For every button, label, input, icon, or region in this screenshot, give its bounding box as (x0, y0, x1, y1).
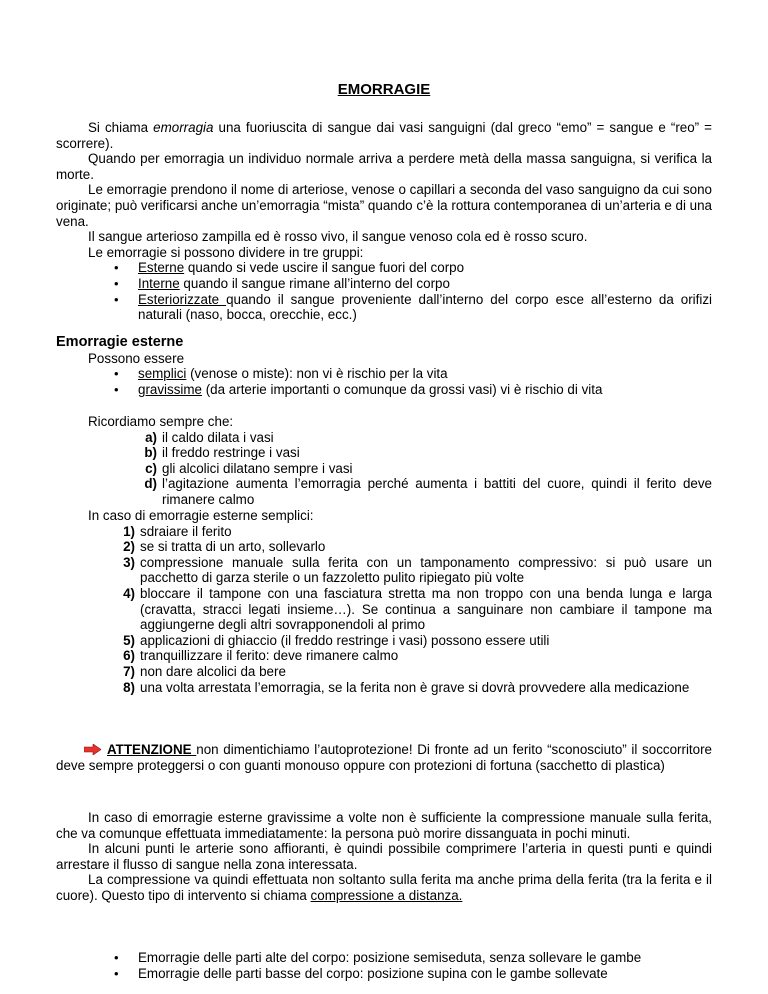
page-title: EMORRAGIE (337, 81, 431, 98)
gravissime-section (56, 810, 712, 904)
list-item: • Emorragie delle parti alte del corpo: posizione semiseduta, senza sollevare le gambe (112, 950, 712, 966)
list-item: c) gli alcolici dilatano sempre i vasi (145, 460, 353, 476)
list-item: a) il caldo dilata i vasi (145, 429, 274, 445)
list-item: d) l’agitazione aumenta l’emorragia perché aumenta i battiti del cuore, quindi il ferito deve rimanere calmo (144, 476, 712, 507)
list-item: • gravissime (da arterie importanti o comunque da grossi vasi) vi è rischio di vita (112, 382, 712, 398)
groups-list (112, 260, 712, 322)
intro-paragraph-5: Le emorragie si possono dividere in tre gruppi: (88, 244, 364, 260)
intro-paragraph-2: Quando per emorragia un individuo normale arriva a perdere metà della massa sanguigna, si verifica la morte. (56, 151, 712, 182)
types-list (112, 366, 712, 397)
esterne-section (56, 335, 712, 397)
attention-note (56, 742, 712, 773)
remember-list (142, 430, 712, 508)
section-lead: Possono essere (88, 350, 185, 366)
positions-section (112, 950, 712, 981)
list-item: 1) sdraiare il ferito (123, 523, 232, 539)
list-item: • Interne quando il sangue rimane all’interno del corpo (112, 276, 712, 292)
section-heading: Emorragie esterne (56, 334, 184, 350)
list-item: 4) bloccare il tampone con una fasciatura stretta ma non troppo con una benda lunga e larga (cravatta, stracci legati insieme…). Se continua a sanguinare non cambiare il tampone ma aggiungerne degli altri sovrapponendoli al primo (123, 585, 712, 633)
remember-section (88, 414, 712, 508)
remember-lead: Ricordiamo sempre che: (88, 414, 234, 429)
attention-word: ATTENZIONE (107, 742, 197, 757)
list-item: • Esterne quando si vede uscire il sangue fuori del corpo (112, 260, 712, 276)
list-item: 7) non dare alcolici da bere (123, 663, 286, 679)
attention-text: non dimentichiamo l’autoprotezione! Di fronte ad un ferito “sconosciuto” il soccorritore deve sempre proteggersi o con guanti monouso oppure con protezioni di fortuna (sacchetto di plastica) (56, 742, 712, 773)
list-item: 2) se si tratta di un arto, sollevarlo (123, 539, 326, 555)
intro-section (56, 120, 712, 323)
right-arrow-icon (84, 744, 101, 755)
gravissime-paragraph-1: In caso di emorragie esterne gravissime a volte non è sufficiente la compressione manuale sulla ferita, che va comunque effettuata immediatamente: la persona può morire dissanguata in pochi minuti. (56, 810, 712, 841)
positions-list (112, 950, 712, 981)
gravissime-paragraph-3: La compressione va quindi effettuata non soltanto sulla ferita ma anche prima della ferita (tra la ferita e il cuore). Questo tipo di intervento si chiama compressione a distanza. (56, 872, 712, 903)
emorragia-term: emorragia (153, 120, 214, 135)
list-item: • semplici (venose o miste): non vi è rischio per la vita (112, 366, 712, 382)
list-item: b) il freddo restringe i vasi (144, 445, 300, 461)
steps-list (120, 524, 712, 696)
list-item: • Emorragie delle parti basse del corpo: posizione supina con le gambe sollevate (112, 966, 712, 982)
intro-paragraph-4: Il sangue arterioso zampilla ed è rosso vivo, il sangue venoso cola ed è rosso scuro. (88, 229, 588, 245)
intro-paragraph-1: Si chiama emorragia una fuoriuscita di sangue dai vasi sanguigni (dal greco “emo” = sangue e “reo” = scorrere). (56, 120, 713, 151)
list-item: • Esteriorizzate quando il sangue proveniente dall’interno del corpo esce all’esterno da orifizi naturali (naso, bocca, orecchie, ecc.) (112, 292, 712, 323)
list-item: 8) una volta arrestata l’emorragia, se la ferita non è grave si dovrà provvedere alla medicazione (123, 679, 690, 695)
steps-section (88, 508, 712, 695)
intro-paragraph-3: Le emorragie prendono il nome di arteriose, venose o capillari a seconda del vaso sanguigno da cui sono originate; può verificarsi anche un’emorragia “mista” quando c’è la rottura contemporanea di un’arteria e di una vena. (56, 182, 712, 229)
compressione-term: compressione a distanza. (310, 887, 463, 903)
list-item: 3) compressione manuale sulla ferita con un tamponamento compressivo: si può usare un pacchetto di garza sterile o un fazzoletto pulito ripiegato più volte (123, 554, 712, 586)
steps-lead: In caso di emorragie esterne semplici: (88, 508, 314, 523)
list-item: 6) tranquillizzare il ferito: deve rimanere calmo (123, 648, 399, 664)
gravissime-paragraph-2: In alcuni punti le arterie sono affioranti, è quindi possibile comprimere l’arteria in questi punti e quindi arrestare il flusso di sangue nella zona interessata. (56, 841, 712, 872)
list-item: 5) applicazioni di ghiaccio (il freddo restringe i vasi) possono essere utili (123, 632, 550, 648)
